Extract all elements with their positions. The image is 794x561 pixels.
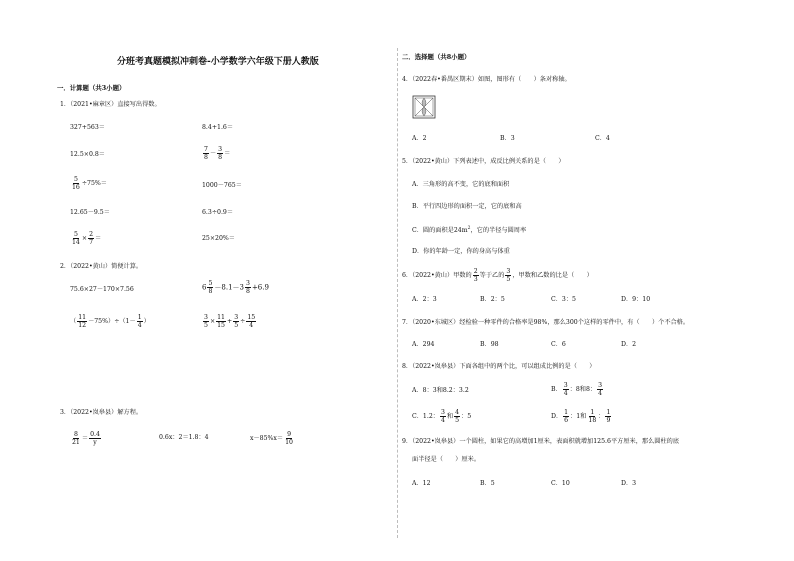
q8-option-a[interactable]: A．8：3和8.2：3.2 bbox=[412, 387, 469, 394]
frac-den: 7 bbox=[89, 239, 93, 246]
expr-pre: x－85%x＝ bbox=[250, 435, 284, 442]
q2-a: 75.6×27－170×7.56 bbox=[70, 286, 134, 293]
frac-den: 16 bbox=[72, 184, 80, 191]
operator: × bbox=[209, 318, 216, 325]
operator: － bbox=[209, 150, 217, 157]
q2-stem: 2．（2022•黄山）简便计算。 bbox=[60, 263, 143, 270]
q1-d bbox=[70, 176, 107, 191]
q2-b bbox=[202, 280, 269, 295]
q3-stem: 3．（2022•岚皋县）解方程。 bbox=[60, 409, 143, 416]
frac-num: 3 bbox=[563, 382, 568, 389]
frac-den: 5 bbox=[204, 322, 208, 329]
q9-option-a[interactable]: A．12 bbox=[412, 480, 431, 487]
q5-option-a[interactable]: A．三角形的高不变，它的底和面积 bbox=[412, 181, 510, 188]
q9-option-d[interactable]: D．3 bbox=[621, 480, 637, 487]
frac-den: 21 bbox=[72, 439, 80, 446]
frac-den: 8 bbox=[208, 288, 213, 295]
frac-den: 4 bbox=[598, 390, 603, 397]
q6-option-c[interactable]: C．3：5 bbox=[551, 296, 576, 303]
option-text: C．1.2： bbox=[412, 413, 439, 420]
q2-d bbox=[202, 314, 257, 329]
q9-option-c[interactable]: C．10 bbox=[551, 480, 570, 487]
option-letter: D． bbox=[551, 413, 563, 420]
frac-den: 8 bbox=[204, 154, 208, 161]
q6-option-d[interactable]: D．9：10 bbox=[621, 296, 651, 303]
frac-den: 8 bbox=[246, 288, 250, 295]
q1-e: 1000－765＝ bbox=[202, 182, 242, 189]
q5-stem: 5．（2022•黄山）下列表述中，成反比例关系的是（ ） bbox=[402, 158, 565, 165]
q7-option-b[interactable]: B．98 bbox=[480, 341, 499, 348]
expr-mid: －75%）÷（1－ bbox=[88, 318, 136, 325]
frac-den: 5 bbox=[506, 276, 511, 283]
frac-den: 14 bbox=[72, 239, 80, 246]
q3-a bbox=[70, 431, 102, 446]
q4-option-a[interactable]: A．2 bbox=[412, 135, 427, 142]
q3-b: 0.6x：2＝1.8：4 bbox=[159, 434, 209, 441]
operator: × bbox=[81, 235, 88, 242]
superscript: 2 bbox=[467, 226, 471, 231]
frac-den: 5 bbox=[234, 322, 239, 329]
q1-h bbox=[70, 231, 101, 246]
q7-stem: 7．（2020•东城区）经检验一种零件的合格率是98%，那么300个这样的零件中，有（ ）个不合格。 bbox=[402, 319, 690, 326]
frac-num: 15 bbox=[247, 314, 256, 321]
frac-den: 10 bbox=[285, 439, 293, 446]
equals: ＝ bbox=[224, 150, 231, 157]
frac-num: 3 bbox=[234, 314, 239, 321]
frac-num: 1 bbox=[564, 409, 569, 416]
frac-num: 3 bbox=[506, 268, 511, 275]
q2-c bbox=[70, 314, 150, 329]
frac-den: 5 bbox=[455, 417, 460, 424]
option-text: ：8和8： bbox=[569, 386, 597, 393]
q5-option-c[interactable] bbox=[412, 225, 526, 235]
option-text: ，它的半径与圆周率 bbox=[470, 227, 527, 235]
page-title: 分班考真题模拟冲刺卷-小学数学六年级下册人教版 bbox=[117, 57, 319, 67]
q7-option-a[interactable]: A．294 bbox=[412, 341, 435, 348]
q8-option-d[interactable] bbox=[551, 409, 612, 424]
frac-num: 1 bbox=[606, 409, 611, 416]
frac-num: 9 bbox=[287, 431, 292, 438]
frac-num: 2 bbox=[89, 231, 93, 238]
option-text: ： bbox=[598, 413, 605, 420]
frac-den: 4 bbox=[137, 322, 142, 329]
paren: ） bbox=[143, 318, 150, 325]
q4-stem: 4．（2022春•番禺区期末）如图，图形有（ ）条对称轴。 bbox=[402, 76, 571, 83]
whole: 6 bbox=[202, 283, 207, 292]
frac-num: 7 bbox=[204, 146, 208, 153]
q1-g: 6.3÷0.9＝ bbox=[202, 209, 234, 216]
option-letter: B． bbox=[551, 386, 562, 393]
symmetry-square-figure bbox=[412, 95, 436, 119]
q1-c bbox=[202, 146, 230, 161]
operator: ÷ bbox=[240, 318, 246, 325]
stem-text: ，甲数和乙数的比是（ ） bbox=[512, 272, 593, 279]
expr-end: +6.9 bbox=[251, 283, 269, 292]
frac-num: 1 bbox=[590, 409, 595, 416]
frac-den: 15 bbox=[217, 322, 225, 329]
frac-num: 5 bbox=[73, 176, 78, 183]
frac-num: 5 bbox=[73, 231, 78, 238]
q5-option-d[interactable]: D．你的年龄一定，你的身高与体重 bbox=[412, 248, 510, 255]
frac-num: 8 bbox=[73, 431, 78, 438]
frac-num: 3 bbox=[246, 280, 250, 287]
section-2-heading: 二．选择题（共8小题） bbox=[402, 53, 471, 61]
option-text: C．圆的面积是24m bbox=[412, 227, 468, 235]
expr-mid: －8.1－3 bbox=[214, 283, 244, 292]
q5-option-b[interactable]: B．平行四边形的面积一定，它的底和高 bbox=[412, 203, 522, 210]
q4-option-b[interactable]: B．3 bbox=[500, 135, 515, 142]
paren: （ bbox=[70, 318, 77, 325]
frac-num: 11 bbox=[217, 314, 225, 321]
q7-option-c[interactable]: C．6 bbox=[551, 341, 566, 348]
q1-unused: 12.5×0.8＝ bbox=[70, 151, 105, 158]
frac-num: 1 bbox=[137, 314, 142, 321]
frac-den: y bbox=[93, 439, 97, 446]
q8-option-b[interactable] bbox=[551, 382, 604, 397]
frac-num: 3 bbox=[598, 382, 603, 389]
q6-option-b[interactable]: B．2：5 bbox=[480, 296, 505, 303]
equals: ＝ bbox=[95, 235, 102, 242]
frac-den: 9 bbox=[606, 417, 611, 424]
frac-num: 2 bbox=[473, 268, 478, 275]
option-text: 和 bbox=[446, 413, 454, 420]
q3-c bbox=[250, 431, 295, 446]
stem-text: 等于乙的 bbox=[479, 272, 505, 279]
q4-option-c[interactable]: C．4 bbox=[595, 135, 610, 142]
frac-num: 3 bbox=[440, 409, 445, 416]
section-1-heading: 一．计算题（共3小题） bbox=[57, 84, 126, 92]
frac-den: 4 bbox=[440, 417, 445, 424]
q1-f: 12.65－9.5＝ bbox=[70, 209, 110, 216]
option-text: ：1和 bbox=[570, 413, 587, 420]
q1-i: 25×20%＝ bbox=[202, 235, 235, 242]
equals: ＝ bbox=[81, 435, 89, 442]
q1-a: 327+563＝ bbox=[70, 124, 105, 131]
frac-den: 12 bbox=[78, 322, 87, 329]
frac-den: 6 bbox=[564, 417, 569, 424]
q9-stem-line2: 面半径是（ ）厘米。 bbox=[412, 456, 481, 463]
frac-num: 3 bbox=[204, 314, 208, 321]
frac-num: 11 bbox=[78, 314, 87, 321]
frac-den: 4 bbox=[563, 390, 568, 397]
operator: + bbox=[227, 318, 233, 325]
q7-option-d[interactable]: D．2 bbox=[621, 341, 637, 348]
expr-rest: ÷75%＝ bbox=[81, 180, 107, 187]
frac-num: 5 bbox=[208, 280, 213, 287]
q1-stem: 1．（2021•麻章区）直接写出得数。 bbox=[60, 101, 161, 108]
stem-text: 6．（2022•黄山）甲数的 bbox=[402, 272, 472, 279]
q6-stem bbox=[402, 268, 593, 283]
frac-num: 4 bbox=[455, 409, 460, 416]
column-divider bbox=[397, 48, 398, 538]
q1-b: 8.4+1.6＝ bbox=[202, 124, 234, 131]
frac-num: 3 bbox=[218, 146, 223, 153]
option-text: ：5 bbox=[461, 413, 472, 420]
q9-option-b[interactable]: B．5 bbox=[480, 480, 495, 487]
frac-den: 3 bbox=[473, 276, 478, 283]
frac-num: 0.4 bbox=[90, 431, 100, 438]
frac-den: 8 bbox=[218, 154, 223, 161]
frac-den: 4 bbox=[249, 322, 254, 329]
frac-den: 18 bbox=[588, 417, 597, 424]
q6-option-a[interactable]: A．2：3 bbox=[412, 296, 437, 303]
q8-stem: 8．（2022•岚皋县）下面各组中的两个比，可以组成比例的是（ ） bbox=[402, 363, 596, 370]
q9-stem-line1: 9．（2022•岚皋县）一个圆柱，如果它的高增加1厘米，表面积就增加125.6平方厘米，那么圆柱的底 bbox=[402, 438, 680, 445]
q8-option-c[interactable] bbox=[412, 409, 471, 424]
